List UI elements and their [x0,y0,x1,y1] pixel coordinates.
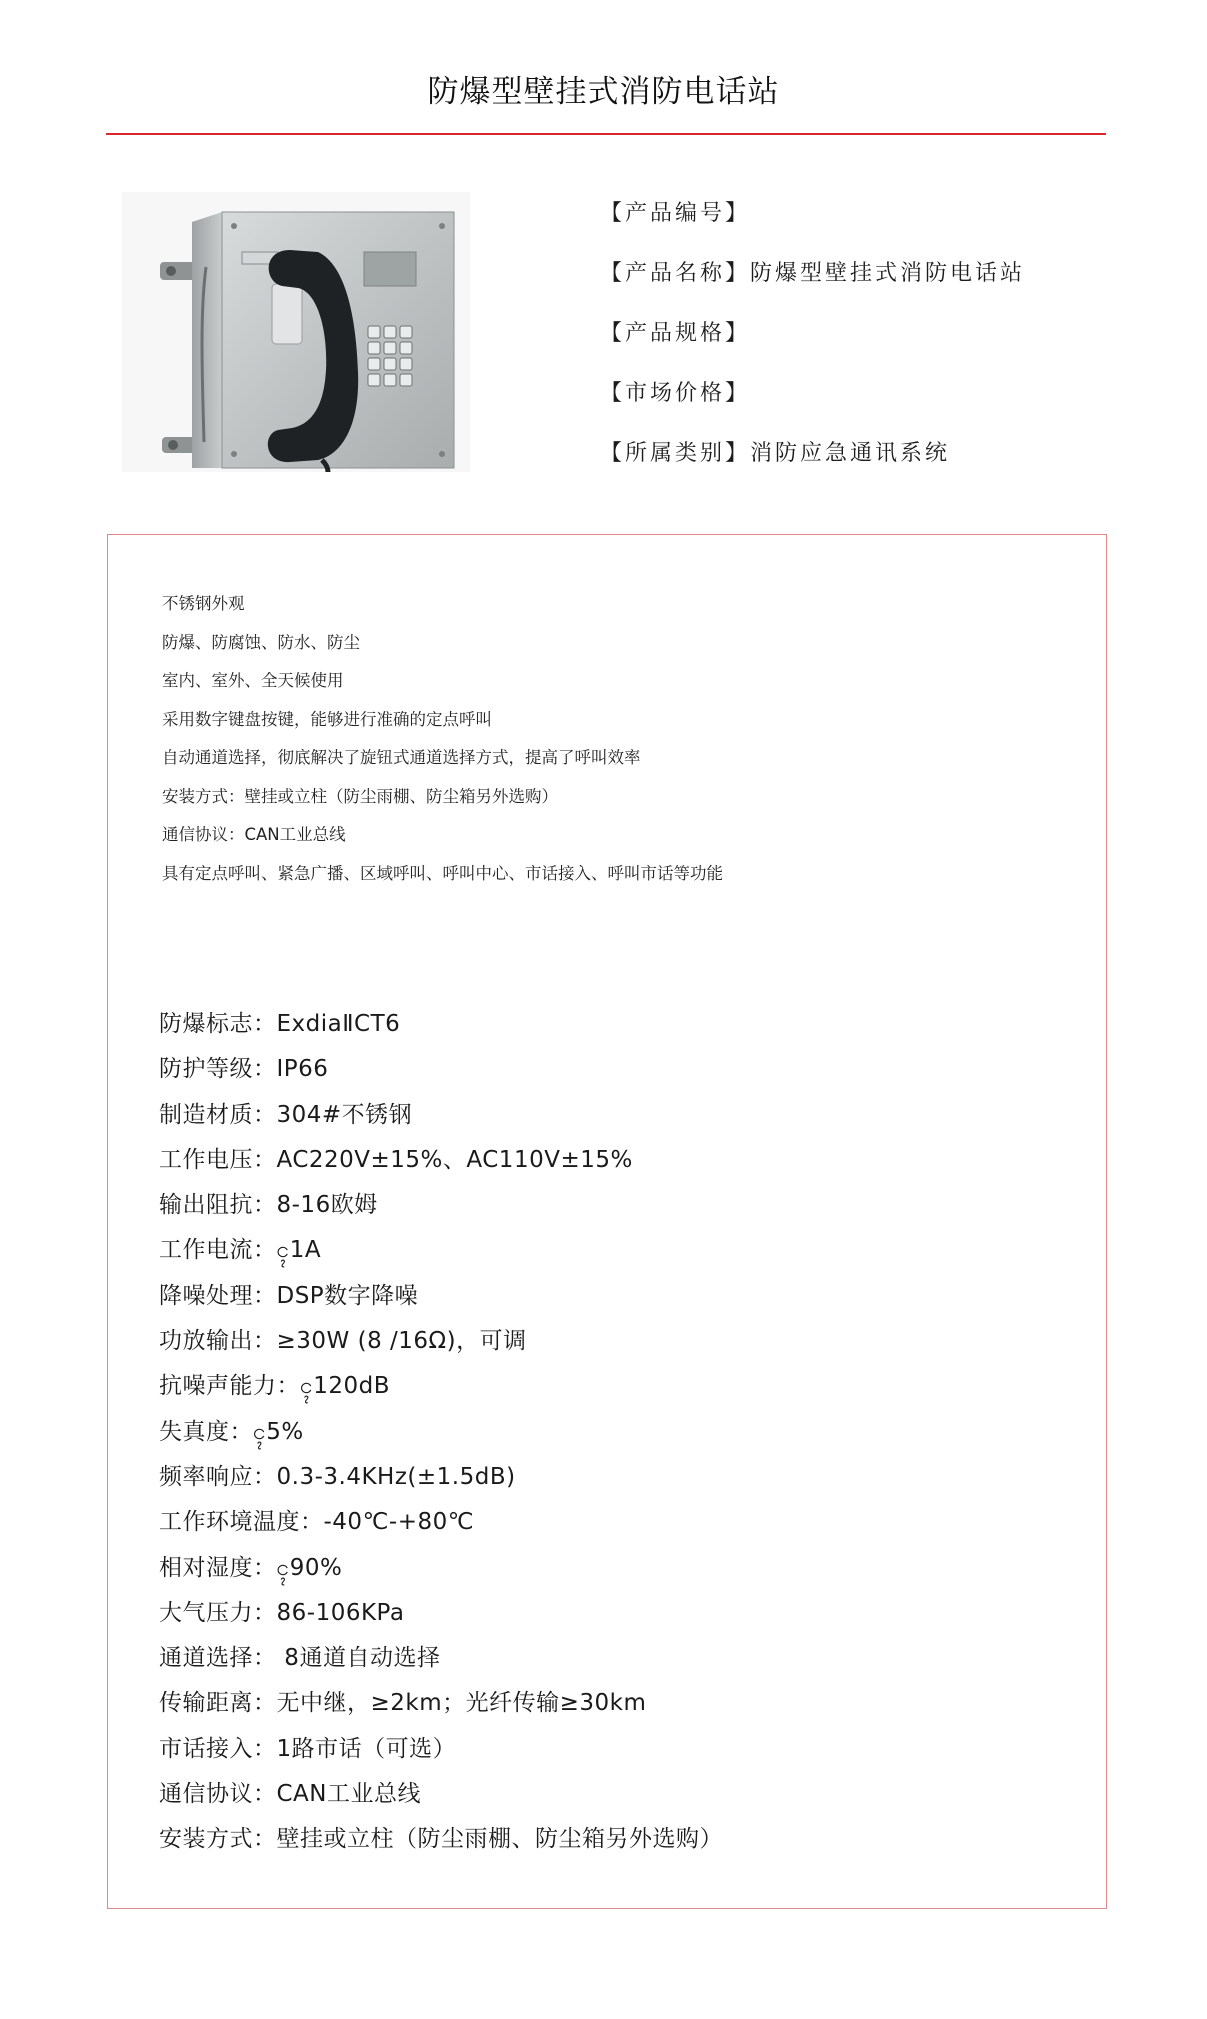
list-item: 自动通道选择，彻底解决了旋钮式通道选择方式，提高了呼叫效率 [162,748,641,767]
list-item: 室内、室外、全天候使用 [162,671,344,690]
info-value: 防爆型壁挂式消防电话站 [750,261,1026,286]
info-label: 【市场价格】 [600,381,751,406]
spec-item: 相对湿度：ၚ90% [159,1554,343,1581]
info-label: 【所属类别】 [600,441,751,466]
info-label: 【产品规格】 [600,321,751,346]
spec-item: 降噪处理：DSP数字降噪 [159,1282,419,1309]
spec-item: 工作电压：AC220V±15%、AC110V±15% [159,1146,633,1173]
product-info-list [600,196,1160,496]
info-value: 消防应急通讯系统 [750,441,951,466]
list-item: 具有定点呼叫、紧急广播、区域呼叫、呼叫中心、市话接入、呼叫市话等功能 [162,863,723,883]
spec-item: 通道选择： 8通道自动选择 [159,1645,441,1672]
product-photo [122,192,470,472]
info-row-category [600,436,1160,496]
info-row-number [600,196,1160,256]
spec-item: 频率响应：0.3-3.4KHz(±1.5dB) [159,1463,516,1490]
spec-item: 大气压力：86-106KPa [159,1599,405,1626]
list-item: 采用数字键盘按键，能够进行准确的定点呼叫 [162,709,492,729]
info-label: 【产品编号】 [600,201,751,226]
list-item: 不锈钢外观 [162,594,245,613]
spec-item: 输出阻抗：8-16欧姆 [159,1192,378,1219]
spec-item: 功放输出：≥30W (8 /16Ω)，可调 [159,1328,527,1355]
spec-item: 传输距离：无中继，≥2km；光纤传输≥30km [159,1690,647,1717]
page-title: 防爆型壁挂式消防电话站 [427,74,780,110]
info-row-name [600,256,1160,316]
spec-list [159,1005,1059,1866]
spec-item: 防护等级：IP66 [159,1056,329,1083]
info-row-spec [600,316,1160,376]
spec-item: 安装方式：壁挂或立柱（防尘雨棚、防尘箱另外选购） [159,1826,723,1853]
spec-item: 失真度：ၚ5% [159,1418,304,1445]
spec-item: 工作电流：ၚ1A [159,1237,322,1264]
spec-item: 制造材质：304#不锈钢 [159,1101,413,1128]
spec-item: 通信协议：CAN工业总线 [159,1781,421,1808]
feature-list [162,590,1062,898]
list-item: 通信协议：CAN工业总线 [162,825,346,844]
spec-item: 工作环境温度：-40℃-+80℃ [159,1509,475,1536]
info-label: 【产品名称】 [600,261,751,286]
spec-item: 防爆标志：ExdiaⅡCT6 [159,1011,401,1037]
spec-item: 抗噪声能力：ၚ120dB [159,1373,391,1400]
title-divider [106,133,1106,135]
info-row-price [600,376,1160,436]
list-item: 防爆、防腐蚀、防水、防尘 [162,632,360,652]
list-item: 安装方式：壁挂或立柱（防尘雨棚、防尘箱另外选购） [162,786,558,806]
spec-item: 市话接入：1路市话（可选） [159,1735,457,1762]
